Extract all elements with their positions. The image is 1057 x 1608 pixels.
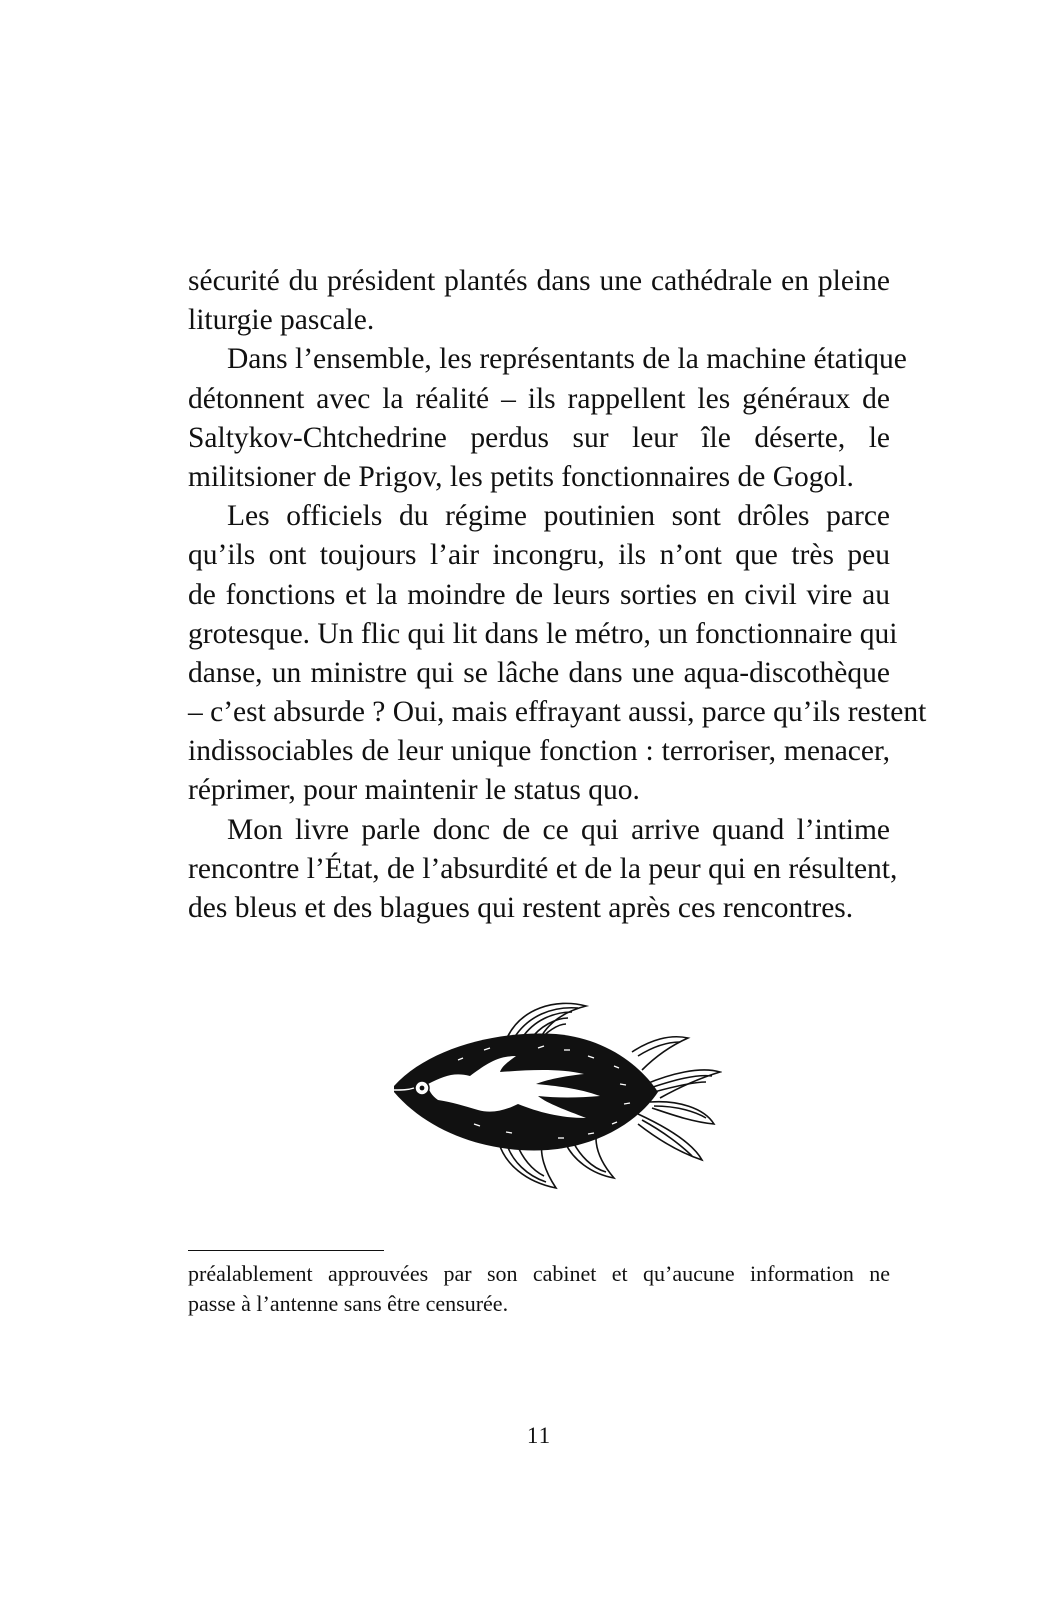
body-line: – c’est absurde ? Oui, mais effrayant aussi, parce qu’ils restent	[188, 696, 927, 729]
fish-illustration-icon	[388, 1000, 722, 1190]
footnote-line: préalablement approuvées par son cabinet et qu’aucune information ne	[188, 1261, 890, 1286]
body-line: militsioner de Prigov, les petits fonctionnaires de Gogol.	[188, 460, 854, 493]
paragraph-start-line: Les officiels du régime poutinien sont drôles parce	[227, 500, 890, 533]
body-line: détonnent avec la réalité – ils rappellent les généraux de	[188, 382, 890, 415]
footnote-line: passe à l’antenne sans être censurée.	[188, 1291, 509, 1316]
body-line: des bleus et des blagues qui restent après ces rencontres.	[188, 892, 854, 924]
body-line: rencontre l’État, de l’absurdité et de la peur qui en résultent,	[188, 852, 898, 885]
body-line: danse, un ministre qui se lâche dans une aqua-discothèque	[188, 656, 890, 689]
body-line: qu’ils ont toujours l’air incongru, ils n’ont que très peu	[188, 539, 890, 572]
page-number: 11	[526, 1423, 552, 1448]
body-text	[188, 262, 927, 928]
body-line: liturgie pascale.	[188, 304, 375, 337]
body-line: grotesque. Un flic qui lit dans le métro, un fonctionnaire qui	[188, 617, 898, 650]
paragraph-start-line: Mon livre parle donc de ce qui arrive quand l’intime	[227, 813, 890, 846]
paragraph-start-line: Dans l’ensemble, les représentants de la machine étatique	[227, 343, 907, 376]
footnote	[188, 1259, 890, 1319]
body-line: réprimer, pour maintenir le status quo.	[188, 774, 640, 807]
body-line: de fonctions et la moindre de leurs sorties en civil vire au	[188, 578, 890, 611]
body-line: Saltykov-Chtchedrine perdus sur leur île déserte, le	[188, 421, 890, 454]
footnote-divider	[188, 1250, 384, 1251]
body-line: indissociables de leur unique fonction : terroriser, menacer,	[188, 735, 890, 768]
body-line: sécurité du président plantés dans une cathédrale en pleine	[188, 265, 890, 297]
